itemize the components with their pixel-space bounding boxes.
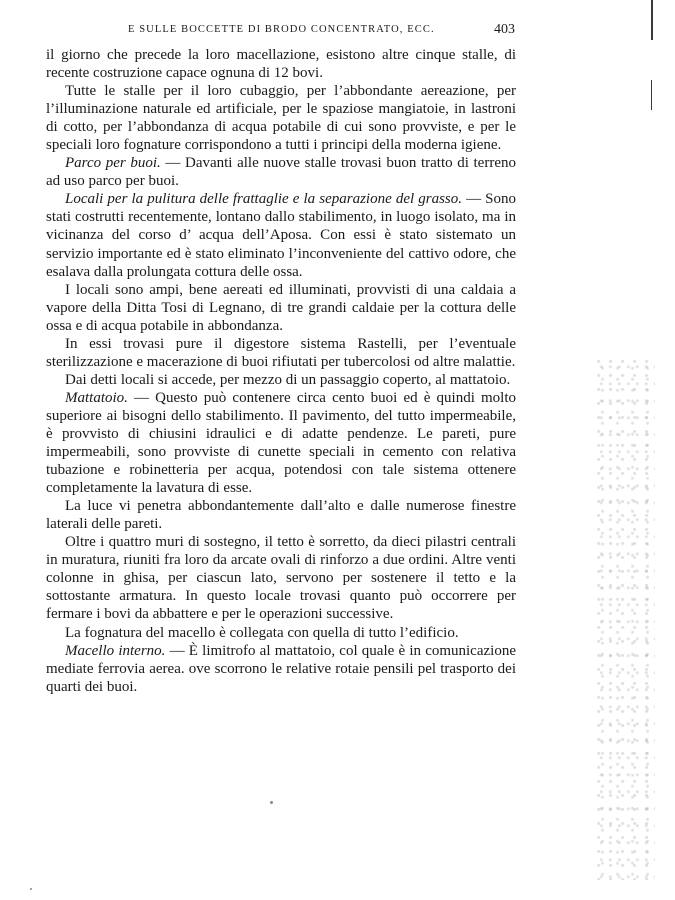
- paragraph: Oltre i quattro muri di sostegno, il tetto è sorretto, da dieci pilastri centrali in muratura, riuniti fra loro da arcate ovali di rinforzo a due ordini. Altre venti colonne in ghisa, per ciascun lato, servono per sostenere il tetto e la sottostante armatura. In questo locale trovasi quanto può occorrere per fermare i bovi da abbattere e per le operazioni successive.: [46, 534, 516, 623]
- paragraph-text: — Davanti alle nuove stalle trovasi buon tratto di terreno ad uso parco per buoi.: [46, 155, 516, 190]
- scan-edge-line: [651, 0, 653, 40]
- paragraph: La fognatura del macello è collegata con quella di tutto l’edificio.: [65, 624, 459, 641]
- scan-noise: [595, 360, 655, 880]
- paragraph-text: — Questo può contenere circa cento buoi ed è quindi molto superiore ai bisogni dello stabilimento. Il pavimento, del tutto impermeabile, è provvisto di chiusini idraulici e di adatte pendenze. Le pareti, pure impermeabili, sono provviste di cunette speciali in cemento con relativa tubazione e robinetteria per acqua, potendosi con tale sistema ottenere completamente la lavatura di esse.: [46, 389, 516, 497]
- paragraph: il giorno che precede la loro macellazione, esistono altre cinque stalle, di recente costruzione capace ognuna di 12 bovi.: [46, 47, 516, 82]
- paragraph: Dai detti locali si accede, per mezzo di un passaggio coperto, al mattatoio.: [65, 371, 511, 388]
- scan-speck: [270, 801, 273, 804]
- paragraph-text: — Sono stati costrutti recentemente, lontano dallo stabilimento, in luogo isolato, ma in vicinanza del corso d’ acqua dell’Aposa. Con essi è stato sistemato un servizio importante ed è stato eliminato l’inconveniente del cattivo odore, che esalava dalla prolungata cottura delle ossa.: [46, 191, 516, 280]
- paragraph-text: — È limitrofo al mattatoio, col quale è in comunicazione mediate ferrovia aerea. ove scorrono le relative rotaie pensili pel trasporto dei quarti dei buoi.: [46, 642, 516, 695]
- page-number: 403: [494, 22, 515, 37]
- section-title: Macello interno.: [65, 642, 166, 659]
- paragraph: Tutte le stalle per il loro cubaggio, per l’abbondante aereazione, per l’illuminazione naturale ed artificiale, per le spaziose mangiatoie, in lastroni di cotto, per l’abbondanza di acqua potabile di cui sono provviste, e per le speciali loro fognature corrispondono a tutti i principi della moderna igiene.: [46, 83, 516, 154]
- section-title: Locali per la pulitura delle frattaglie e la separazione del grasso.: [65, 191, 462, 208]
- scan-speck: [30, 888, 32, 890]
- paragraph: [46, 190, 516, 280]
- section-title: Mattatoio.: [65, 389, 128, 406]
- paragraph: [46, 154, 516, 190]
- scan-edge-line: [651, 80, 652, 110]
- paragraph: I locali sono ampi, bene aereati ed illuminati, provvisti di una caldaia a vapore della Ditta Tosi di Legnano, di tre grandi caldaie per la cottura delle ossa e di acqua potabile in abbondanza.: [46, 281, 516, 334]
- section-title: Parco per buoi.: [65, 155, 161, 172]
- paragraph: [46, 642, 516, 696]
- paragraph: In essi trovasi pure il digestore sistema Rastelli, per l’eventuale sterilizzazione e macerazione di buoi rifiutati per tubercolosi od altre malattie.: [46, 335, 516, 370]
- body-text: [46, 46, 516, 696]
- page-header: [50, 22, 515, 40]
- paragraph: La luce vi penetra abbondantemente dall’alto e dalle numerose finestre laterali delle pareti.: [46, 498, 516, 533]
- running-head: E SULLE BOCCETTE DI BRODO CONCENTRATO, ECC.: [128, 24, 435, 35]
- paragraph: [46, 389, 516, 497]
